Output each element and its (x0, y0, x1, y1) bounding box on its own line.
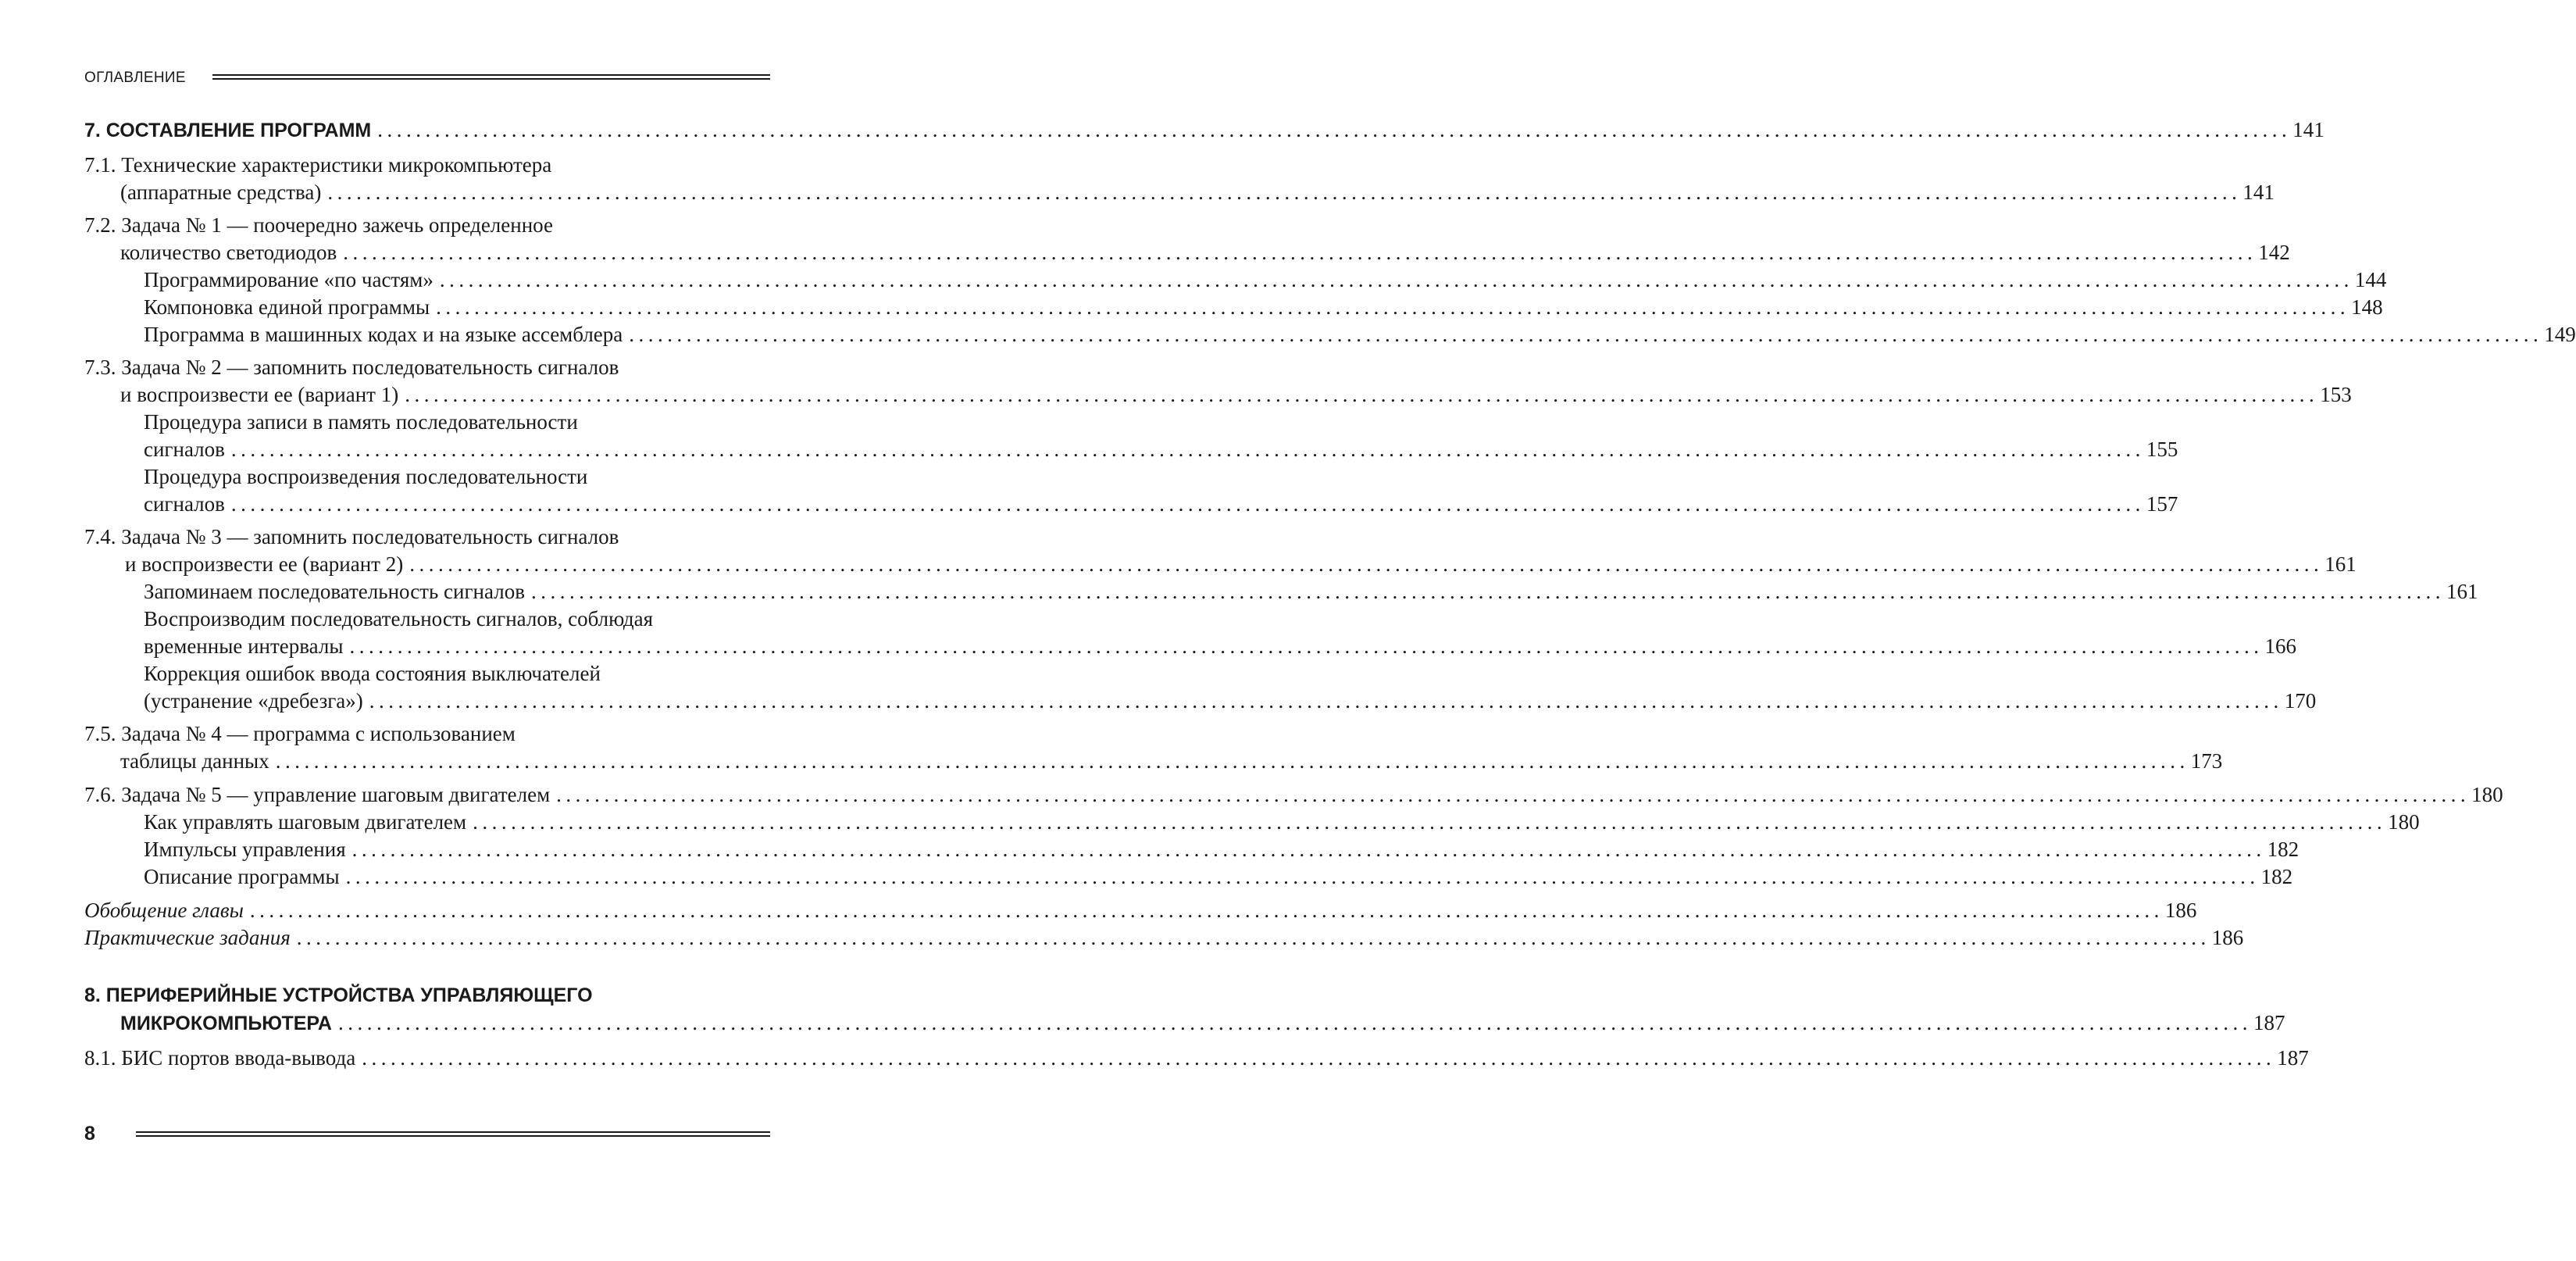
toc-entry-page: 148 (2351, 295, 2383, 319)
toc-entry (84, 380, 2352, 409)
toc-entry (84, 835, 2299, 863)
toc-entry-page: 144 (2354, 268, 2387, 291)
toc-entry (84, 1044, 2309, 1072)
page-footer (84, 1122, 770, 1145)
dot-leader: ........................................................................................................................................................................................................ (351, 838, 2266, 861)
dot-leader: ........................................................................................................................................................................................................ (230, 492, 2145, 516)
toc-entry (84, 266, 2387, 294)
toc-entry-page: 170 (2284, 689, 2317, 713)
toc-entry-title: 7. СОСТАВЛЕНИЕ ПРОГРАММ (84, 120, 372, 141)
toc-entry-page: 187 (2277, 1046, 2309, 1070)
toc-entry-page: 142 (2258, 241, 2290, 264)
dot-leader: ........................................................................................................................................................................................................ (345, 865, 2260, 888)
toc-entry-title: 7.4. Задача № 3 — запомнить последовательность сигналов (84, 525, 619, 548)
toc-entry (84, 116, 2324, 144)
toc-entry (84, 747, 2223, 775)
dot-leader: ........................................................................................................................................................................................................ (275, 749, 2189, 773)
toc-entry-title: Обобщение главы (84, 898, 244, 922)
toc-entry-page: 182 (2260, 865, 2293, 888)
dot-leader: ........................................................................................................................................................................................................ (337, 1011, 2252, 1034)
dot-leader: ........................................................................................................................................................................................................ (369, 689, 2283, 713)
toc-entry-title: Практические задания (84, 926, 291, 949)
dot-leader: ........................................................................................................................................................................................................ (362, 1046, 2276, 1070)
dot-leader: ........................................................................................................................................................................................................ (327, 180, 2242, 204)
toc-entry-title: Программирование «по частям» (144, 268, 433, 291)
toc-entry-page: 161 (2324, 552, 2357, 576)
dot-leader: ........................................................................................................................................................................................................ (530, 580, 2445, 603)
page-number: 8 (84, 1123, 95, 1145)
dot-leader: ........................................................................................................................................................................................................ (377, 118, 2292, 141)
toc-entry-title: Компоновка единой программы (144, 295, 430, 319)
toc-entry-title: таблицы данных (120, 749, 269, 773)
toc-entry-page: 180 (2471, 783, 2503, 806)
toc-entry (84, 550, 2357, 578)
footer-rule-top (136, 1131, 770, 1133)
toc-entry (84, 659, 770, 688)
footer-rule-bottom (136, 1135, 770, 1137)
toc-entry (84, 490, 2178, 518)
toc-entry-page: 182 (2267, 838, 2299, 861)
toc-entry-title: Как управлять шаговым двигателем (144, 810, 467, 834)
toc-entry-title: сигналов (144, 492, 225, 516)
toc-entry (84, 923, 2244, 952)
toc-entry-title: временные интервалы (144, 634, 344, 658)
toc-entry (84, 720, 770, 748)
toc-entry (84, 1009, 2285, 1037)
toc-entry (84, 981, 770, 1009)
toc-entry-title: 7.5. Задача № 4 — программа с использованием (84, 722, 516, 745)
toc-entry-page: 149 (2544, 323, 2576, 346)
dot-leader: ........................................................................................................................................................................................................ (343, 241, 2257, 264)
toc-entry (84, 408, 770, 436)
toc-entry-title: и воспроизвести ее (вариант 1) (120, 383, 399, 406)
toc-entry (84, 863, 2293, 891)
toc-entry-title: (аппаратные средства) (120, 180, 322, 204)
toc-entry-page: 155 (2146, 438, 2178, 461)
toc-entry-title: 7.2. Задача № 1 — поочередно зажечь определенное (84, 213, 553, 237)
header-rule-bottom (212, 78, 770, 80)
toc-entry-title: 8.1. БИС портов ввода-вывода (84, 1046, 356, 1070)
toc-entry (84, 211, 770, 239)
dot-leader: ........................................................................................................................................................................................................ (230, 438, 2145, 461)
toc-entry (84, 435, 2178, 463)
toc-entry (84, 808, 2420, 836)
toc-entry-page: 141 (2292, 118, 2324, 141)
dot-leader: ........................................................................................................................................................................................................ (439, 268, 2353, 291)
toc-entry-page: 166 (2264, 634, 2296, 658)
dot-leader: ........................................................................................................................................................................................................ (405, 383, 2319, 406)
toc-entry-title: количество светодиодов (120, 241, 337, 264)
toc-entry (84, 463, 770, 491)
toc-entry-page: 141 (2242, 180, 2275, 204)
toc-entry-title: Запоминаем последовательность сигналов (144, 580, 525, 603)
toc-entry-title: Программа в машинных кодах и на языке ассемблера (144, 323, 623, 346)
toc-entry-page: 186 (2211, 926, 2244, 949)
toc-entry-title: 7.6. Задача № 5 — управление шаговым двигателем (84, 783, 551, 806)
running-header (84, 69, 770, 88)
toc-entry (84, 632, 2296, 660)
toc-entry (84, 178, 2275, 206)
toc-entry-title: 7.1. Технические характеристики микрокомпьютера (84, 153, 552, 177)
toc-entry (84, 781, 2503, 809)
dot-leader: ........................................................................................................................................................................................................ (409, 552, 2324, 576)
toc-entry (84, 523, 770, 551)
toc-entry (84, 293, 2383, 321)
toc-entry-page: 180 (2388, 810, 2420, 834)
toc-entry-title: Воспроизводим последовательность сигналов, соблюдая (144, 607, 654, 630)
toc-entry-title: Описание программы (144, 865, 340, 888)
toc-entry (84, 687, 2317, 715)
header-rule-top (212, 74, 770, 76)
toc-entry-page: 161 (2446, 580, 2478, 603)
toc-entry-title: (устранение «дребезга») (144, 689, 363, 713)
toc-entry-title: Процедура записи в память последовательности (144, 410, 578, 434)
toc-entry-page: 186 (2164, 898, 2197, 922)
toc-entry (84, 320, 2576, 348)
toc-entry (84, 577, 2478, 605)
toc-entry (84, 896, 2197, 924)
toc-entry-title: 7.3. Задача № 2 — запомнить последовательность сигналов (84, 355, 619, 379)
dot-leader: ........................................................................................................................................................................................................ (473, 810, 2387, 834)
toc-entry-title: Импульсы управления (144, 838, 346, 861)
toc-entry-page: 187 (2253, 1011, 2285, 1034)
dot-leader: ........................................................................................................................................................................................................ (436, 295, 2350, 319)
toc-entry (84, 151, 770, 179)
toc-entry-page: 157 (2146, 492, 2178, 516)
toc-entry-title: 8. ПЕРИФЕРИЙНЫЕ УСТРОЙСТВА УПРАВЛЯЮЩЕГО (84, 984, 593, 1006)
toc-entry-title: сигналов (144, 438, 225, 461)
header-label: ОГЛАВЛЕНИЕ (84, 70, 186, 86)
toc-entry (84, 238, 2290, 266)
toc-entry-title: Коррекция ошибок ввода состояния выключателей (144, 662, 601, 685)
toc-entry-page: 173 (2190, 749, 2223, 773)
dot-leader: ........................................................................................................................................................................................................ (629, 323, 2543, 346)
toc-entry (84, 605, 770, 633)
toc-entry-page: 153 (2320, 383, 2352, 406)
dot-leader: ........................................................................................................................................................................................................ (556, 783, 2471, 806)
toc-entry-title: Процедура воспроизведения последовательности (144, 465, 588, 488)
toc-entry-title: и воспроизвести ее (вариант 2) (125, 552, 404, 576)
dot-leader: ........................................................................................................................................................................................................ (349, 634, 2264, 658)
dot-leader: ........................................................................................................................................................................................................ (296, 926, 2210, 949)
toc-entry-title: МИКРОКОМПЬЮТЕРА (120, 1013, 332, 1034)
toc-entry (84, 353, 770, 381)
dot-leader: ........................................................................................................................................................................................................ (249, 898, 2164, 922)
